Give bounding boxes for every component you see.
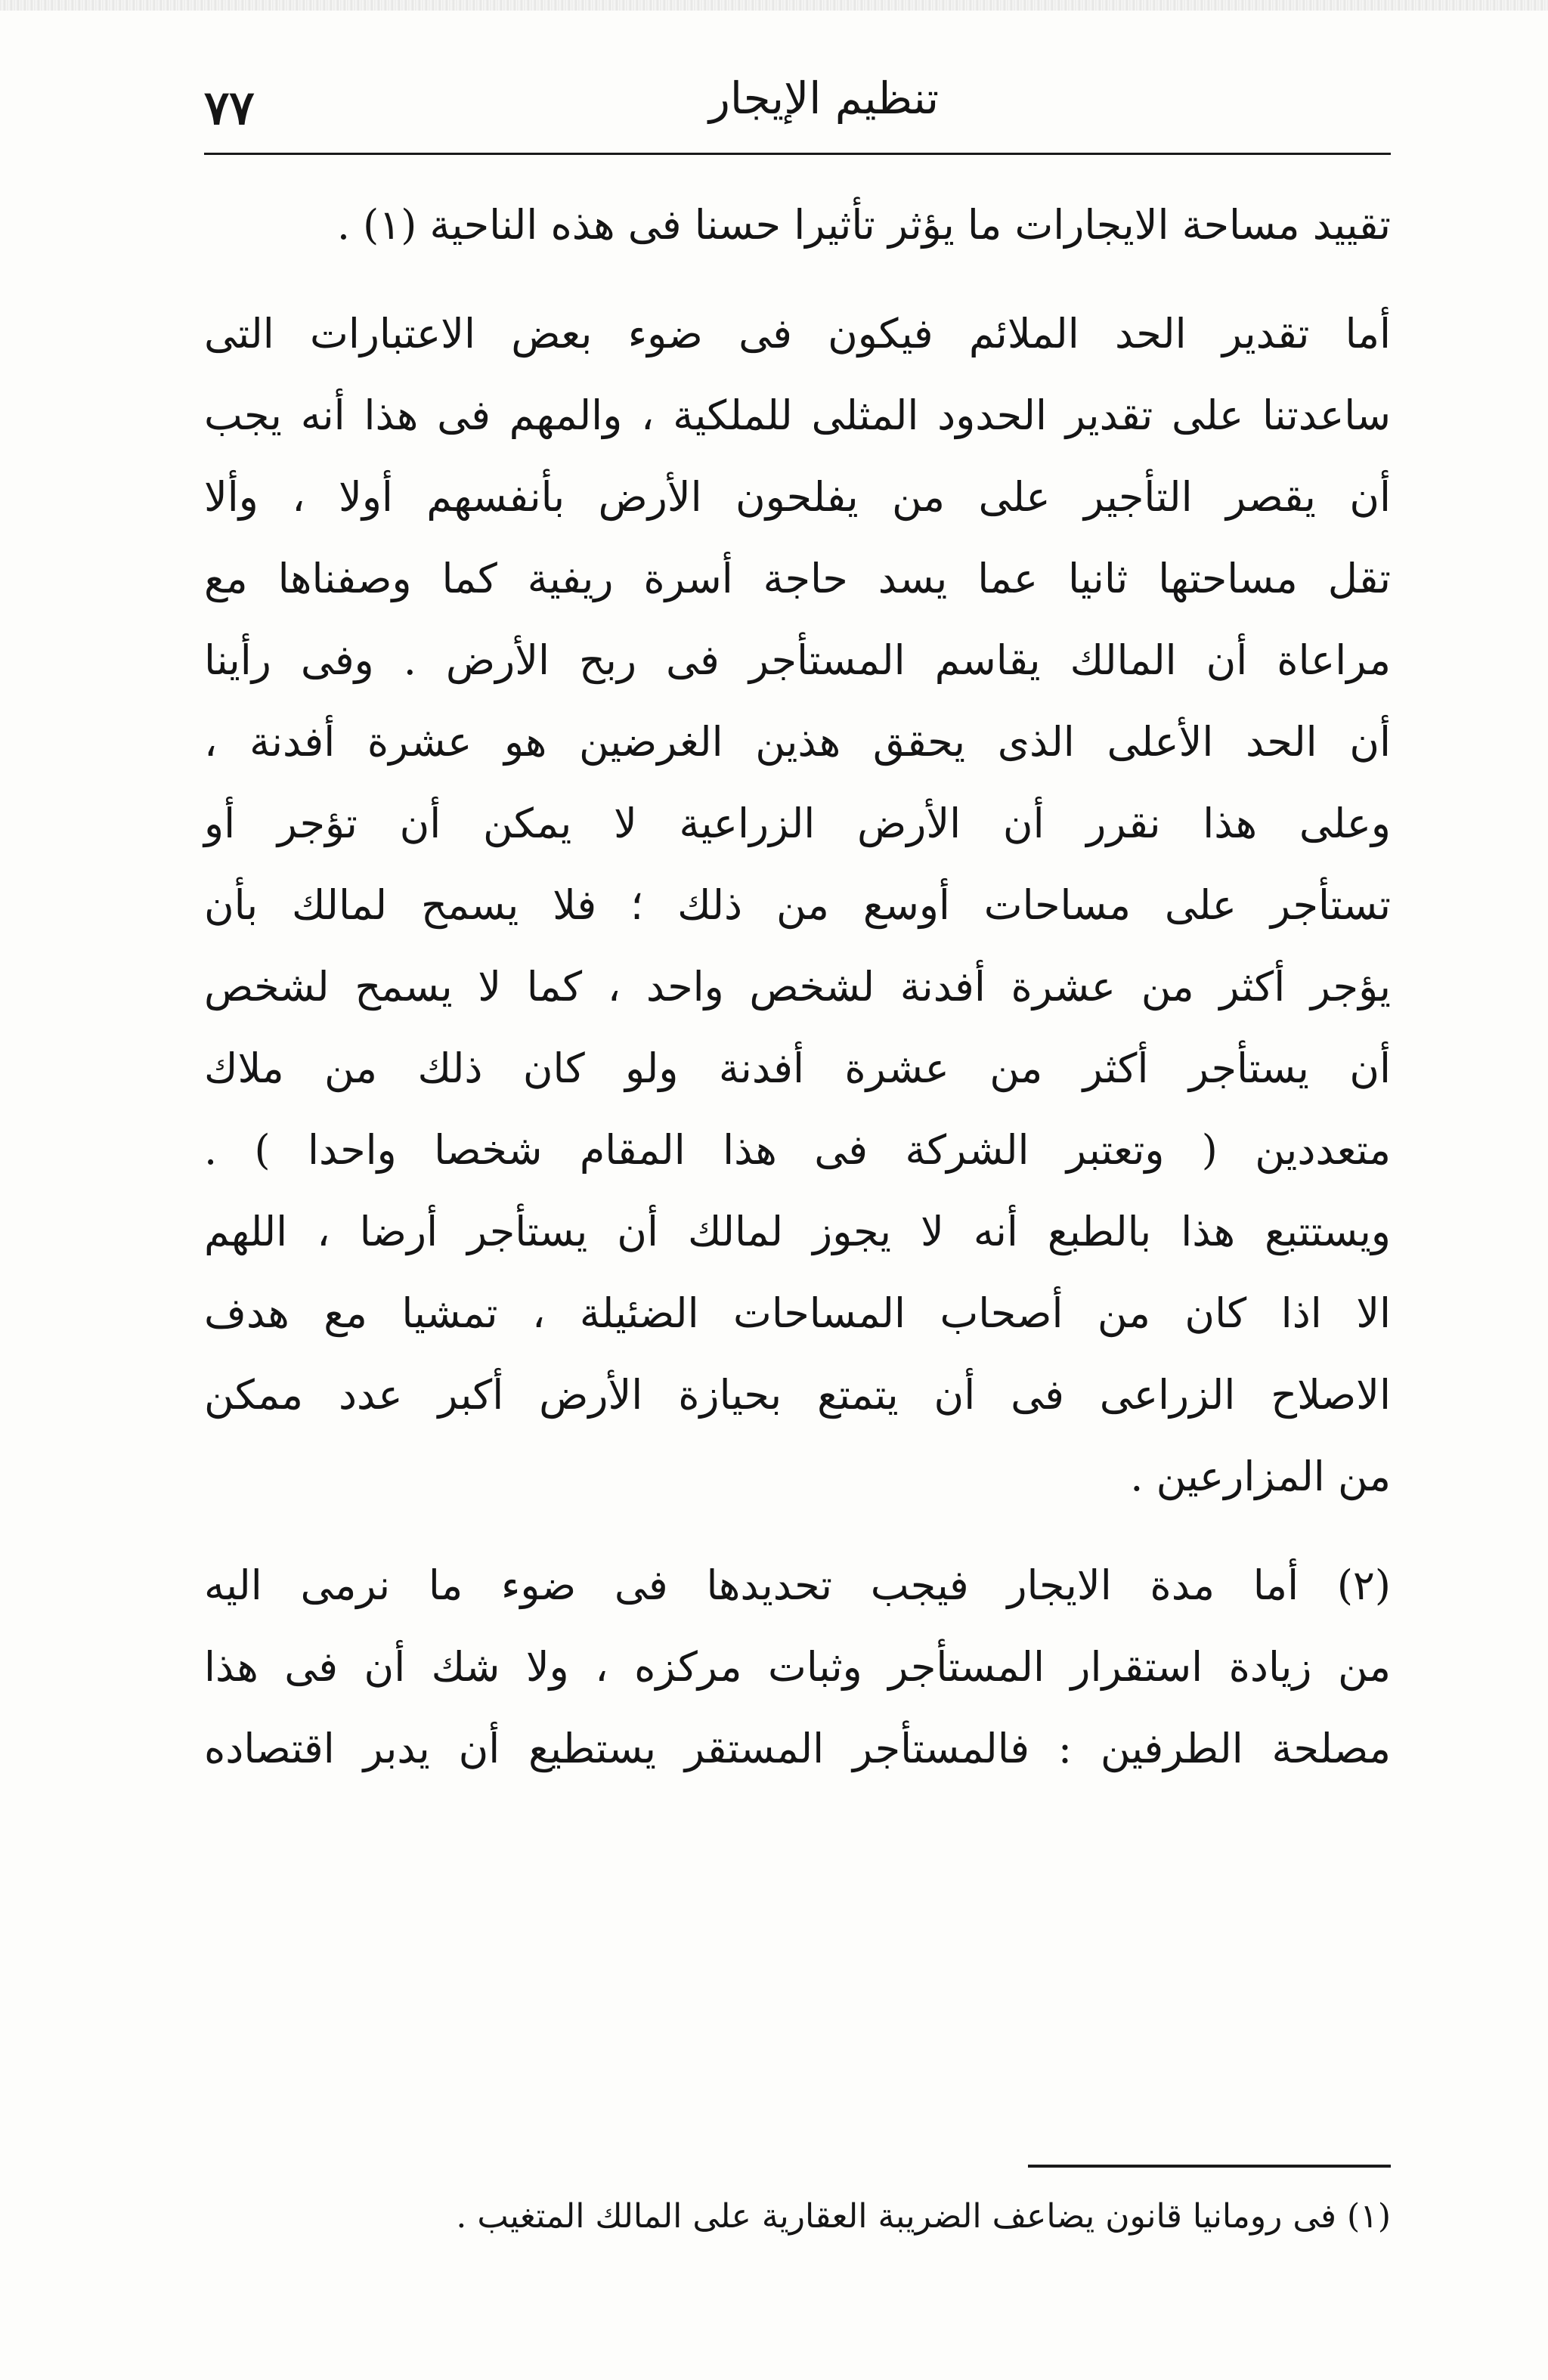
text-line: تستأجر على مساحات أوسع من ذلك ؛ فلا يسمح لمالك بأن (204, 881, 1391, 929)
paragraph-gap (204, 1518, 1391, 1545)
paragraph-3 (204, 1545, 1391, 1790)
scan-edge (0, 0, 1548, 11)
header-rule (204, 153, 1391, 155)
body-text (204, 184, 1391, 1790)
footnote: (١) فى رومانيا قانون يضاعف الضريبة العقارية على المالك المتغيب . (456, 2197, 1391, 2236)
paragraph-gap (204, 266, 1391, 293)
text-line: ويستتبع هذا بالطبع أنه لا يجوز لمالك أن يستأجر أرضا ، اللهم (204, 1208, 1391, 1255)
text-line: الاصلاح الزراعى فى أن يتمتع بحيازة الأرض أكبر عدد ممكن (204, 1371, 1391, 1419)
text-line: أما تقدير الحد الملائم فيكون فى ضوء بعض الاعتبارات التى (204, 310, 1391, 357)
text-line: يؤجر أكثر من عشرة أفدنة لشخص واحد ، كما لا يسمح لشخص (204, 963, 1391, 1010)
text-line: مصلحة الطرفين : فالمستأجر المستقر يستطيع أن يدبر اقتصاده (204, 1725, 1391, 1772)
text-line: من المزارعين . (1130, 1453, 1391, 1500)
text-line: الا اذا كان من أصحاب المساحات الضئيلة ، تمشيا مع هدف (204, 1289, 1391, 1337)
text-line: مراعاة أن المالك يقاسم المستأجر فى ربح الأرض . وفى رأينا (204, 636, 1391, 684)
text-line: وعلى هذا نقرر أن الأرض الزراعية لا يمكن أن تؤجر أو (204, 800, 1391, 847)
text-line: من زيادة استقرار المستأجر وثبات مركزه ، ولا شك أن فى هذا (204, 1643, 1391, 1691)
text-line: أن يقصر التأجير على من يفلحون الأرض بأنفسهم أولا ، وألا (204, 473, 1391, 521)
paragraph-1 (204, 184, 1391, 266)
text-line: أن يستأجر أكثر من عشرة أفدنة ولو كان ذلك من ملاك (204, 1045, 1391, 1092)
page-header (204, 73, 1391, 156)
text-line: متعددين ( وتعتبر الشركة فى هذا المقام شخصا واحدا ) . (204, 1126, 1391, 1174)
text-line: (٢) أما مدة الايجار فيجب تحديدها فى ضوء ما نرمى اليه (204, 1561, 1391, 1609)
text-line: أن الحد الأعلى الذى يحقق هذين الغرضين هو عشرة أفدنة ، (204, 718, 1391, 766)
running-title: تنظيم الإيجار (708, 73, 940, 124)
text-line: تقل مساحتها ثانيا عما يسد حاجة أسرة ريفية كما وصفناها مع (204, 555, 1391, 602)
footnote-rule (1028, 2165, 1391, 2168)
paragraph-2 (204, 293, 1391, 1518)
text-line: تقييد مساحة الايجارات ما يؤثر تأثيرا حسنا فى هذه الناحية (١) . (336, 201, 1391, 249)
text-line: ساعدتنا على تقدير الحدود المثلى للملكية ، والمهم فى هذا أنه يجب (204, 392, 1391, 439)
page-number: ٧٧ (204, 80, 255, 135)
